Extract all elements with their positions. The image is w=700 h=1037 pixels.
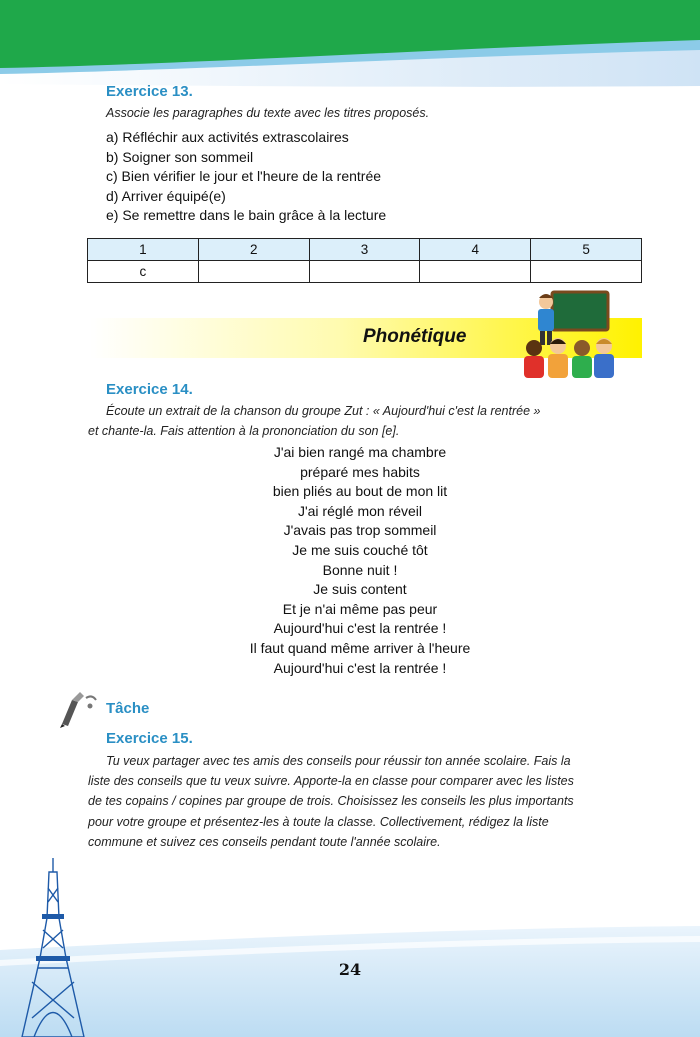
answer-cell[interactable] (198, 261, 309, 283)
song-line: Aujourd'hui c'est la rentrée ! (273, 620, 447, 637)
answer-table (87, 238, 642, 283)
paragraph-line: Tu veux partager avec tes amis des conseils pour réussir ton année scolaire. Fais la (106, 754, 571, 768)
eiffel-tower-icon (18, 858, 88, 1037)
exercise-13-instruction: Associe les paragraphes du texte avec les titres proposés. (106, 106, 430, 120)
top-decorative-band (0, 0, 700, 90)
option-e: e) Se remettre dans le bain grâce à la lecture (106, 207, 387, 223)
paragraph-line: commune et suivez ces conseils pendant toute l'année scolaire. (88, 834, 441, 849)
song-line: Je suis content (313, 581, 407, 598)
option-c: c) Bien vérifier le jour et l'heure de la rentrée (106, 168, 382, 184)
exercise-15-title: Exercice 15. (106, 730, 193, 747)
exercise-13-title: Exercice 13. (106, 83, 193, 100)
exercise-15-text (88, 751, 644, 852)
table-answer-row (88, 261, 642, 283)
song-line: Bonne nuit ! (322, 561, 398, 578)
song-line: J'avais pas trop sommeil (283, 522, 437, 539)
task-pen-icon (56, 690, 102, 728)
option-b: b) Soigner son sommeil (106, 148, 254, 165)
table-header-cell: 1 (88, 239, 199, 261)
paragraph-line: pour votre groupe et présentez-les à toute la classe. Collectivement, rédigez la liste (88, 814, 549, 829)
exercise-14-instruction-line-2: et chante-la. Fais attention à la prononciation du son [e]. (88, 424, 400, 438)
table-header-cell: 5 (531, 239, 642, 261)
option-a: a) Réfléchir aux activités extrascolaires (106, 129, 349, 145)
song-line: Et je n'ai même pas peur (282, 600, 438, 617)
exercise-14-title: Exercice 14. (106, 381, 193, 398)
section-title: Phonétique (363, 326, 467, 347)
song-line: Il faut quand même arriver à l'heure (249, 639, 471, 656)
song-line: J'ai bien rangé ma chambre (273, 444, 447, 460)
exercise-14-instruction-line-1: Écoute un extrait de la chanson du groupe Zut : « Aujourd'hui c'est la rentrée » (106, 404, 541, 418)
song-line: bien pliés au bout de mon lit (272, 483, 448, 500)
answer-cell[interactable] (420, 261, 531, 283)
exercise-13-options (106, 128, 386, 226)
table-header-row (88, 239, 642, 261)
task-label: Tâche (106, 700, 150, 717)
song-line: Aujourd'hui c'est la rentrée ! (273, 659, 447, 676)
song-line: préparé mes habits (300, 463, 420, 480)
table-header-cell: 4 (420, 239, 531, 261)
table-header-cell: 2 (198, 239, 309, 261)
option-d: d) Arriver équipé(e) (106, 187, 226, 204)
song-lyrics (200, 443, 520, 678)
song-line: Je me suis couché tôt (292, 541, 428, 558)
answer-cell[interactable] (309, 261, 420, 283)
answer-cell[interactable] (531, 261, 642, 283)
answer-cell[interactable]: c (88, 261, 199, 283)
paragraph-line: de tes copains / copines par groupe de trois. Choisissez les conseils les plus importants (88, 794, 574, 809)
paragraph-line: liste des conseils que tu veux suivre. Apporte-la en classe pour comparer avec les listes (88, 774, 574, 789)
song-line: J'ai réglé mon réveil (297, 502, 423, 519)
page-number: 24 (338, 960, 362, 979)
classroom-illustration-icon (518, 288, 618, 380)
table-header-cell: 3 (309, 239, 420, 261)
